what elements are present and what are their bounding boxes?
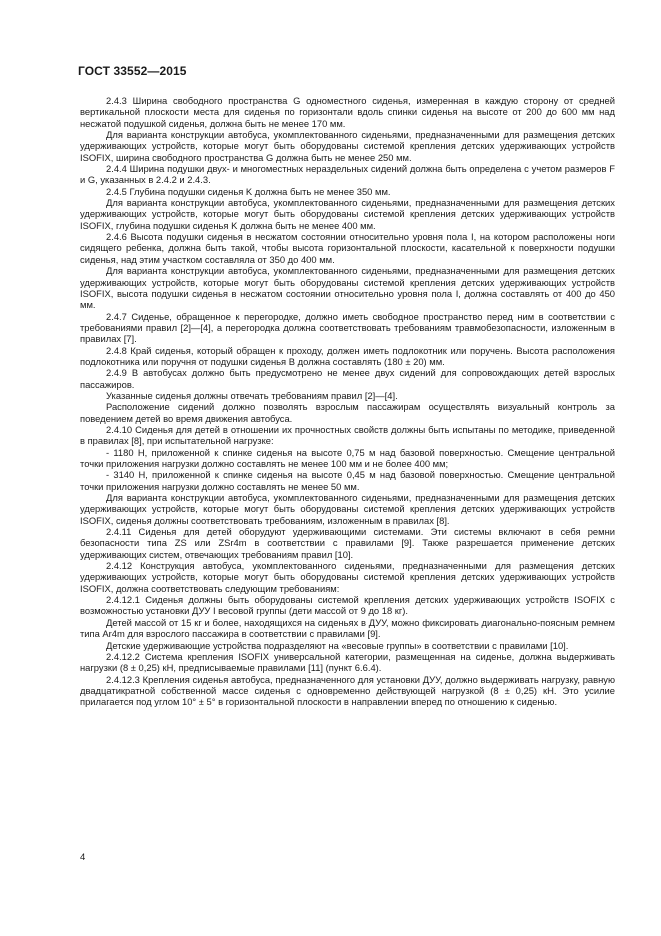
paragraph: 2.4.9 В автобусах должно быть предусмотрено не менее двух сидений для сопровождающих детей взрослых пассажиров.: [80, 367, 615, 390]
paragraph: Для варианта конструкции автобуса, укомплектованного сиденьями, предназначенными для размещения детских удерживающих устройств, которые могут быть оборудованы системой крепления детских удерживающих устройств ISOFIX, высота подушки сиденья в несжатом состоянии относительно уровня пола I, должна составлять от 400 до 450 мм.: [80, 265, 615, 311]
paragraph: Для варианта конструкции автобуса, укомплектованного сиденьями, предназначенными для размещения детских удерживающих устройств, которые могут быть оборудованы системой крепления детских удерживающих устройств ISOFIX, ширина свободного пространства G должна быть не менее 250 мм.: [80, 129, 615, 163]
paragraph: 2.4.11 Сиденья для детей оборудуют удерживающими системами. Эти системы включают в себя ремни безопасности типа ZS или ZSr4m в соответствии с правилами [9]. Также разрешается применение детских удерживающих систем, отвечающих требованиям правил [10].: [80, 526, 615, 560]
paragraph: 2.4.3 Ширина свободного пространства G одноместного сиденья, измеренная в каждую сторону от средней вертикальной плоскости места для сиденья по горизонтали вдоль спинки сиденья на высоте от 200 до 600 мм над несжатой подушкой сиденья, должна быть не менее 170 мм.: [80, 95, 615, 129]
paragraph: 2.4.10 Сиденья для детей в отношении их прочностных свойств должны быть испытаны по методике, приведенной в правилах [8], при испытательной нагрузке:: [80, 423, 615, 447]
paragraph: Для варианта конструкции автобуса, укомплектованного сиденьями, предназначенными для размещения детских удерживающих устройств, которые могут быть оборудованы системой крепления детских удерживающих устройств ISOFIX, сиденья должны соответствовать требованиям, изложенным в правилах [8].: [80, 492, 615, 526]
document-header: ГОСТ 33552—2015: [78, 64, 187, 78]
paragraph: 2.4.6 Высота подушки сиденья в несжатом состоянии относительно уровня пола I, на котором расположены ноги сидящего ребенка, должна быть такой, чтобы высота горизонтальной плоскости, касательной к поверхности подушки сиденья, над этим участком составляла от 350 до 400 мм.: [80, 231, 615, 265]
document-body: [80, 95, 615, 708]
paragraph: 2.4.5 Глубина подушки сиденья K должна быть не менее 350 мм.: [106, 185, 391, 197]
paragraph: Детские удерживающие устройства подразделяют на «весовые группы» в соответствии с правилами [10].: [106, 639, 569, 651]
list-item: - 3140 Н, приложенной к спинке сиденья на высоте 0,45 м над базовой поверхностью. Смещение центральной точки приложения нагрузки должно составлять не менее 50 мм.: [80, 469, 615, 492]
paragraph: 2.4.12.1 Сиденья должны быть оборудованы системой крепления детских удерживающих устройств ISOFIX с возможностью установки ДУУ I весовой группы (дети массой от 9 до 18 кг).: [80, 594, 615, 617]
list-item: - 1180 Н, приложенной к спинке сиденья на высоте 0,75 м над базовой поверхностью. Смещение центральной точки приложения нагрузки должно составлять не менее 100 мм и не более 400 мм;: [80, 446, 615, 469]
paragraph: 2.4.12 Конструкция автобуса, укомплектованного сиденьями, предназначенными для размещения детских удерживающих устройств, которые могут быть оборудованы системой крепления детских удерживающих устройств ISOFIX, должна соответствовать следующим требованиям:: [80, 560, 615, 594]
paragraph: 2.4.8 Край сиденья, который обращен к проходу, должен иметь подлокотник или поручень. Высота расположения подлокотника или поручня от подушки сиденья B должна составлять (180 ± 20) мм.: [80, 344, 615, 367]
paragraph: Расположение сидений должно позволять взрослым пассажирам осуществлять визуальный контроль за поведением детей во время движения автобуса.: [80, 401, 615, 424]
paragraph: 2.4.7 Сиденье, обращенное к перегородке, должно иметь свободное пространство перед ним в соответствии с требованиями правил [2]—[4], а перегородка должна соответствовать требованиям травмобезопасности, изложенным в правилах [7].: [80, 310, 615, 345]
paragraph: Для варианта конструкции автобуса, укомплектованного сиденьями, предназначенными для размещения детских удерживающих устройств, которые могут быть оборудованы системой крепления детских удерживающих устройств ISOFIX, глубина подушки сиденья K должна быть не менее 400 мм.: [80, 197, 615, 231]
page-number: 4: [80, 852, 86, 863]
paragraph: 2.4.12.2 Система крепления ISOFIX универсальной категории, размещенная на сиденье, должна выдерживать нагрузки (8 ± 0,25) кН, предписываемые правилами [11] (пункт 6.6.4).: [80, 650, 615, 674]
paragraph: Детей массой от 15 кг и более, находящихся на сиденьях в ДУУ, можно фиксировать диагонально-поясным ремнем типа Ar4m для взрослого пассажира в соответствии с правилами [9].: [80, 616, 615, 640]
paragraph: Указанные сиденья должны отвечать требованиям правил [2]—[4].: [106, 389, 398, 401]
paragraph: 2.4.4 Ширина подушки двух- и многоместных нераздельных сидений должна быть определена с учетом размеров F и G, указанных в 2.4.2 и 2.4.3.: [80, 163, 615, 186]
paragraph: 2.4.12.3 Крепления сиденья автобуса, предназначенного для установки ДУУ, должно выдерживать нагрузку, равную двадцатикратной собственной массе сиденья с одновременно действующей нагрузкой (8 ± 0,25) кН. Это усилие прилагается под углом 10° ± 5° в горизонтальной плоскости в направлении вперед по отношению к сиденью.: [80, 673, 615, 708]
